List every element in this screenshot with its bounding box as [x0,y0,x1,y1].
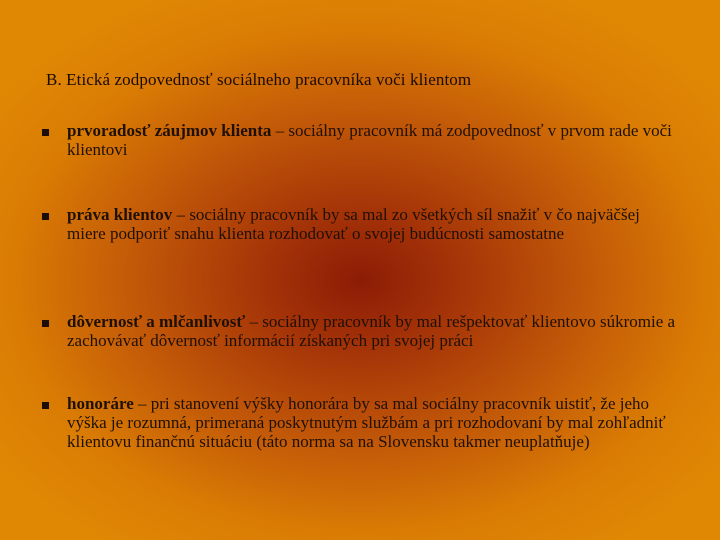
slide-title: B. Etická zodpovednosť sociálneho pracovníka voči klientom [46,70,472,89]
bullet-term: prvoradosť záujmov klienta [67,121,272,140]
bullet-text [67,312,682,350]
bullet-text [67,394,682,451]
bullet-term: dôvernosť a mlčanlivosť [67,312,246,331]
square-bullet-icon [42,213,49,220]
bullet-description: – sociálny pracovník by mal rešpektovať klientovo súkromie a zachovávať dôvernosť informácií získaných pri svojej práci [67,312,676,350]
bullet-term: práva klientov [67,205,173,224]
bullet-description: – sociálny pracovník má zodpovednosť v prvom rade voči klientovi [67,121,672,159]
bullet-description: – pri stanovení výšky honorára by sa mal sociálny pracovník uistiť, že jeho výška je rozumná, primeraná poskytnutým službám a pri rozhodovaní by mal zohľadniť klientovu finančnú situáciu (táto norma sa na Slovensku takmer neuplatňuje) [67,394,666,451]
bullet-term: honoráre [67,394,134,413]
bullet-item [42,205,682,243]
bullet-description: – sociálny pracovník by sa mal zo všetkých síl snažiť v čo najväčšej miere podporiť snahu klienta rozhodovať o svojej budúcnosti samostatne [67,205,640,243]
bullet-item [42,394,682,451]
bullet-text [67,205,682,243]
square-bullet-icon [42,320,49,327]
bullet-item [42,312,682,350]
bullet-item [42,121,682,159]
square-bullet-icon [42,402,49,409]
bullet-text [67,121,682,159]
square-bullet-icon [42,129,49,136]
